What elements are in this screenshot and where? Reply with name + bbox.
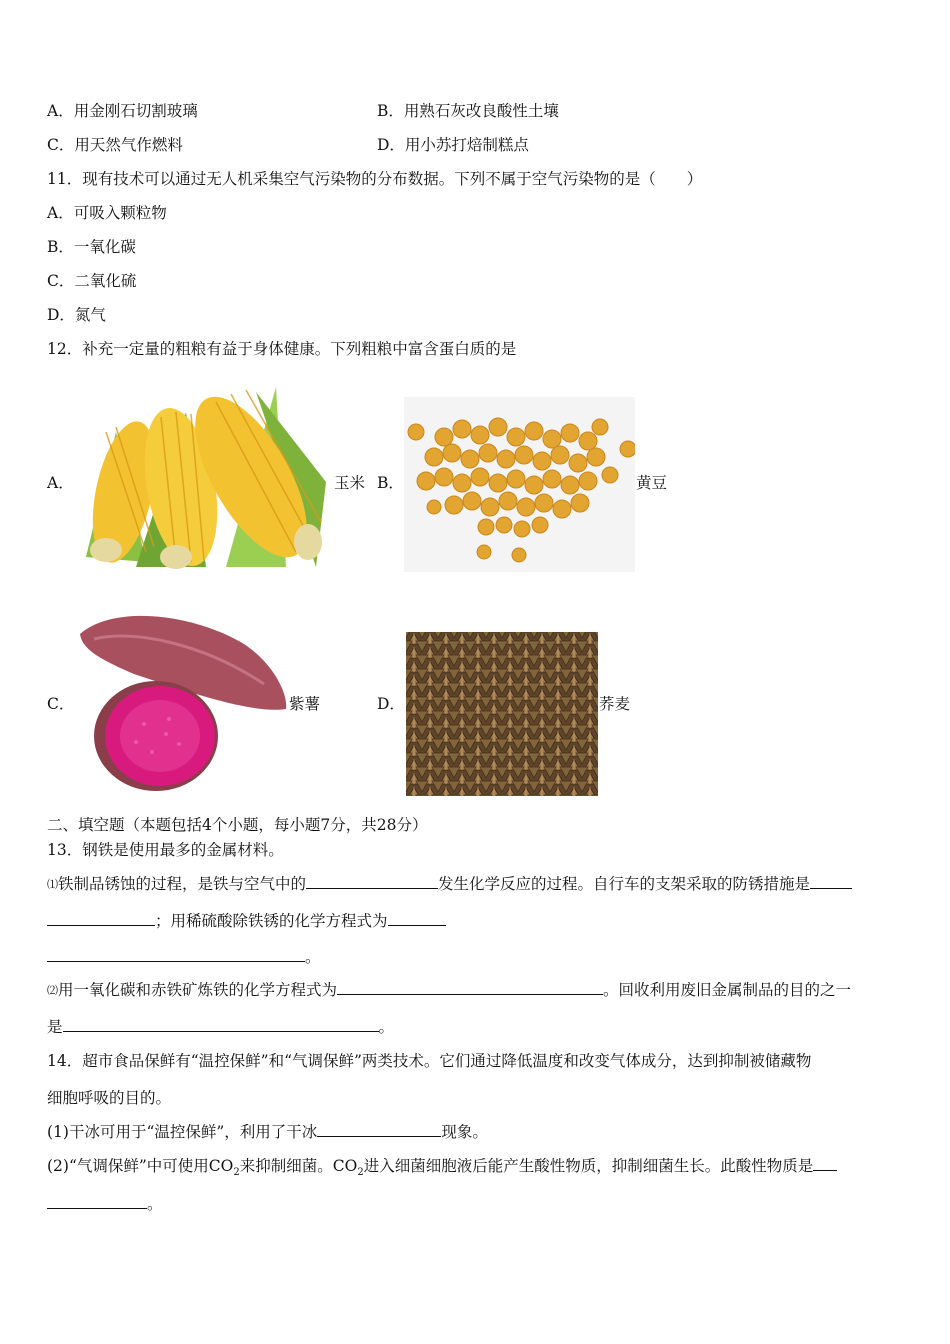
q13-part2-line2: [47, 1016, 394, 1037]
q14-stem-line1: 14．超市食品保鲜有“温控保鲜”和“气调保鲜”两类技术。它们通过降低温度和改变气体成分，达到抑制被储藏物: [47, 1052, 812, 1070]
q14-part1: [47, 1121, 488, 1142]
co2-subscript-1: 2: [233, 1167, 240, 1179]
co2-subscript-2: 2: [357, 1167, 364, 1179]
q14-stem-line2: 细胞呼吸的目的。: [47, 1089, 172, 1107]
q11-option-d: D．氮气: [47, 306, 106, 324]
q12-option-a-text: 玉米: [334, 474, 366, 492]
q13-part1-text-a: 铁制品锈蚀的过程，是铁与空气中的: [58, 875, 307, 893]
q13-blank-2b[interactable]: [47, 910, 155, 926]
q12-option-d-label: D．: [377, 695, 405, 713]
q14-part2-text-b: 来抑制细菌。CO: [239, 1157, 358, 1175]
q14-blank-2b[interactable]: [47, 1193, 147, 1209]
q14-part2-line1: [47, 1155, 837, 1183]
q12-stem: 12．补充一定量的粗粮有益于身体健康。下列粗粮中富含蛋白质的是: [47, 340, 517, 358]
q13-part2-end: 。: [378, 1018, 395, 1036]
q12-option-c-label: C．: [47, 695, 75, 713]
q13-part2-number: ⑵: [47, 984, 58, 997]
q10-option-b: B．用熟石灰改良酸性土壤: [377, 102, 559, 120]
q13-part1-end: 。: [305, 948, 321, 966]
q11-option-a: A．可吸入颗粒物: [47, 204, 167, 222]
q12-option-b-text: 黄豆: [636, 474, 668, 492]
q12-option-d-text: 荞麦: [599, 695, 631, 713]
q13-part1-line3: [47, 946, 321, 967]
q13-part2-line1: [47, 979, 851, 1001]
q13-part1-line2: [47, 910, 446, 931]
q13-blank-2a[interactable]: [810, 873, 852, 889]
buckwheat-image: [406, 632, 598, 796]
q10-option-d: D．用小苏打焙制糕点: [377, 136, 529, 154]
q11-stem: 11．现有技术可以通过无人机采集空气污染物的分布数据。下列不属于空气污染物的是（ ）: [47, 170, 703, 188]
q14-blank-1[interactable]: [317, 1121, 441, 1137]
q14-part1-text-a: (1)干冰可用于“温控保鲜”，利用了干冰: [47, 1123, 318, 1141]
q13-part2-text-a: 用一氧化碳和赤铁矿炼铁的化学方程式为: [58, 981, 338, 999]
q14-part2-text-c: 进入细菌细胞液后能产生酸性物质，抑制细菌生长。此酸性物质是: [363, 1157, 814, 1175]
q13-part1-text-c: ；用稀硫酸除铁锈的化学方程式为: [155, 912, 388, 930]
corn-image: [76, 372, 334, 572]
q10-option-a: A．用金刚石切割玻璃: [47, 102, 198, 120]
q14-part1-text-b: 现象。: [441, 1123, 488, 1141]
q13-blank-3a[interactable]: [388, 910, 446, 926]
q10-option-c: C．用天然气作燃料: [47, 136, 183, 154]
q12-option-c-text: 紫薯: [289, 695, 321, 713]
q13-blank-3b[interactable]: [47, 946, 305, 962]
q13-part2-text-c: 是: [47, 1018, 63, 1036]
q12-option-a-label: A．: [47, 474, 74, 492]
q13-part2-text-b: 。回收利用废旧金属制品的目的之一: [603, 981, 852, 999]
q13-part1-text-b: 发生化学反应的过程。自行车的支架采取的防锈措施是: [438, 875, 811, 893]
q12-option-b-label: B．: [377, 474, 404, 492]
purple-sweet-potato-image: [74, 604, 288, 797]
q11-option-b: B．一氧化碳: [47, 238, 136, 256]
q14-part2-line2: [47, 1193, 163, 1214]
section2-title: 二、填空题（本题包括4个小题，每小题7分，共28分）: [47, 816, 428, 834]
q14-part2-text-a: (2)“气调保鲜”中可使用CO: [47, 1157, 234, 1175]
q13-blank-4[interactable]: [337, 979, 603, 995]
q11-option-c: C．二氧化硫: [47, 272, 137, 290]
q13-stem: 13．钢铁是使用最多的金属材料。: [47, 841, 284, 859]
q13-part1-line1: [47, 873, 852, 895]
q14-part2-end: 。: [147, 1195, 163, 1213]
q13-blank-5[interactable]: [63, 1016, 379, 1032]
q13-blank-1[interactable]: [306, 873, 438, 889]
q14-blank-2a[interactable]: [813, 1155, 837, 1171]
soybean-image: [404, 397, 635, 572]
q13-part1-number: ⑴: [47, 878, 58, 891]
